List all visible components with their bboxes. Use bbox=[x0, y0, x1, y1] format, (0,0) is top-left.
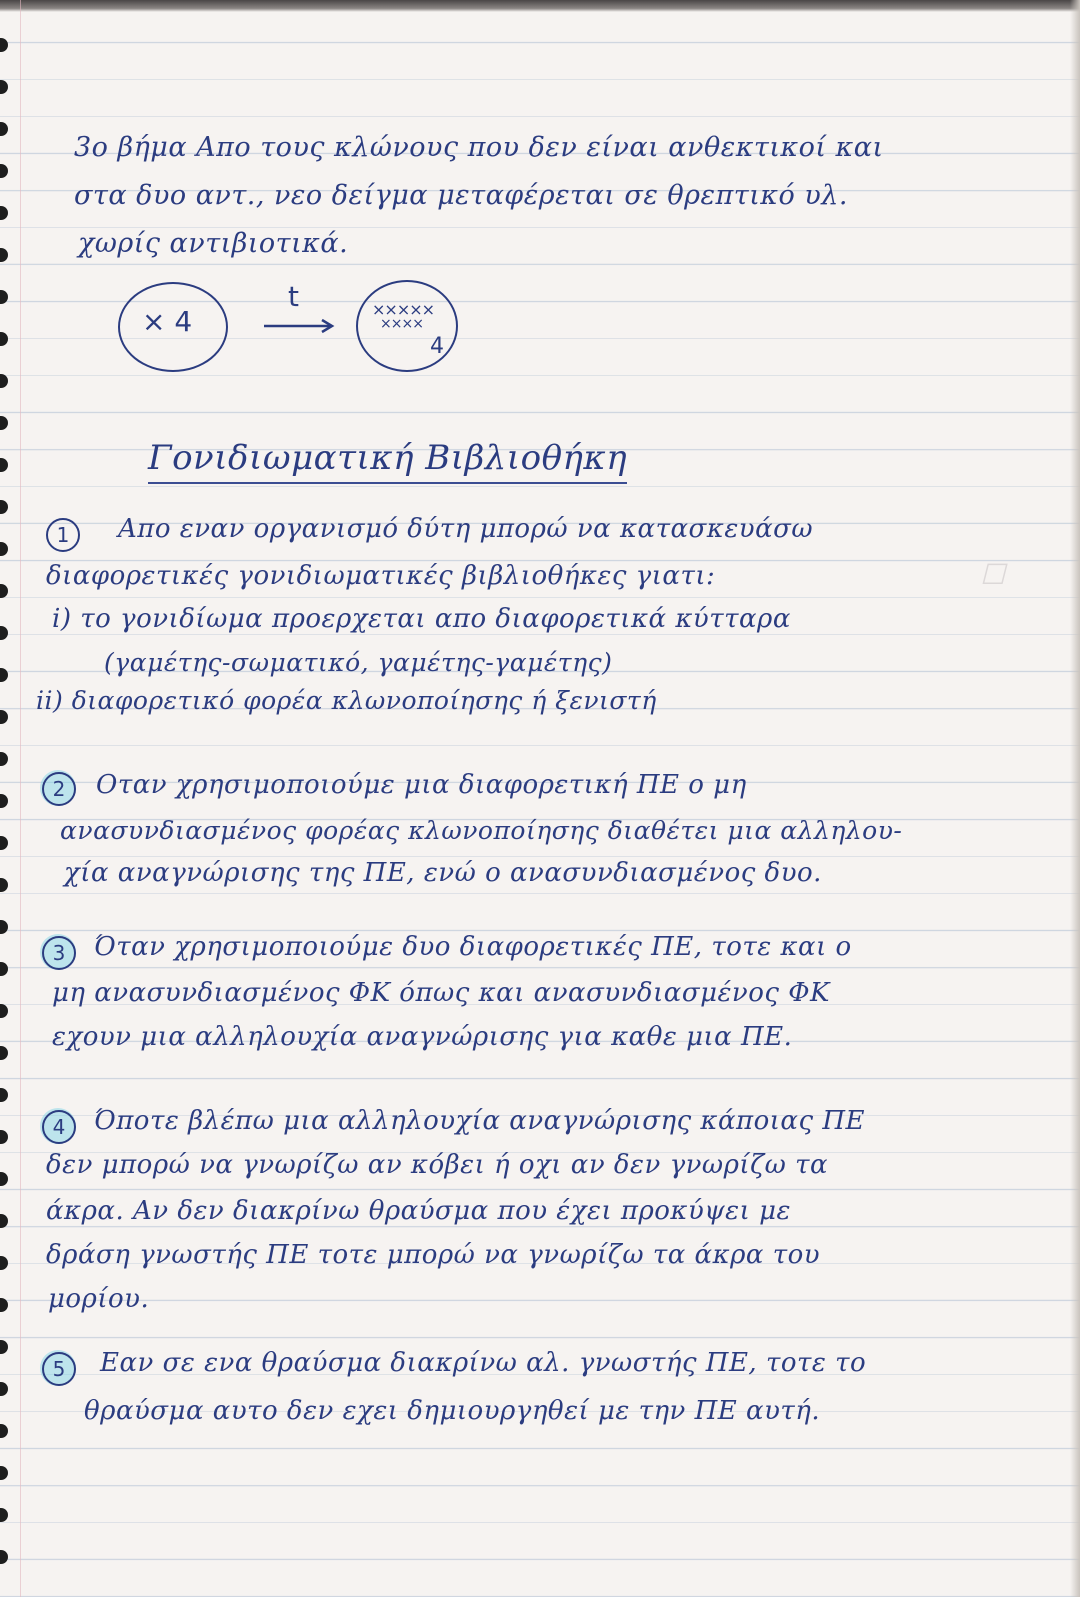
binding-hole bbox=[0, 1550, 8, 1564]
item-5-line: Εαν σε ενα θραύσμα διακρίνω αλ. γνωστής ΠΕ, τοτε το bbox=[100, 1348, 867, 1378]
binding-hole bbox=[0, 290, 8, 304]
binding-hole bbox=[0, 878, 8, 892]
binding-hole bbox=[0, 1298, 8, 1312]
binding-hole bbox=[0, 920, 8, 934]
step-line-3: χωρίς αντιβιοτικά. bbox=[78, 228, 349, 259]
binding-hole bbox=[0, 206, 8, 220]
binding-hole bbox=[0, 710, 8, 724]
binding-hole bbox=[0, 1424, 8, 1438]
colonies-row-2: ×××× bbox=[380, 316, 423, 332]
binding-hole bbox=[0, 1088, 8, 1102]
item-4-line: δεν μπορώ να γνωρίζω αν κόβει ή οχι αν δεν γνωρίζω τα bbox=[46, 1150, 829, 1180]
item-4-line: μορίου. bbox=[48, 1284, 150, 1314]
step-line-1: 3ο βήμα Απο τους κλώνους που δεν είναι ανθεκτικοί και bbox=[74, 132, 884, 163]
item-number-3: 3 bbox=[42, 936, 76, 970]
binding-hole bbox=[0, 458, 8, 472]
item-3-line: εχουν μια αλληλουχία αναγνώρισης για καθε μια ΠΕ. bbox=[52, 1022, 793, 1052]
binding-hole bbox=[0, 1340, 8, 1354]
item-2-line: χία αναγνώρισης της ΠΕ, ενώ ο ανασυνδιασμένος δυο. bbox=[64, 858, 822, 888]
binding-holes bbox=[0, 0, 14, 1597]
binding-hole bbox=[0, 1214, 8, 1228]
binding-hole bbox=[0, 542, 8, 556]
page-right-edge bbox=[1070, 0, 1080, 1597]
item-2-line: Οταν χρησιμοποιούμε μια διαφορετική ΠΕ ο μη bbox=[96, 770, 747, 800]
binding-hole bbox=[0, 668, 8, 682]
binding-hole bbox=[0, 794, 8, 808]
item-1-line: i) το γονιδίωμα προερχεται απο διαφορετικά κύτταρα bbox=[52, 604, 791, 634]
bleed-through-mark: ☐ bbox=[980, 558, 1006, 591]
binding-hole bbox=[0, 416, 8, 430]
item-number-1: 1 bbox=[46, 518, 80, 552]
item-3-line: Όταν χρησιμοποιούμε δυο διαφορετικές ΠΕ, τοτε και ο bbox=[94, 932, 852, 962]
page-top-edge bbox=[0, 0, 1080, 12]
binding-hole bbox=[0, 248, 8, 262]
binding-hole bbox=[0, 122, 8, 136]
time-arrow-label: t bbox=[288, 280, 299, 313]
colonies-row-1: ××××× bbox=[372, 300, 435, 319]
binding-hole bbox=[0, 1508, 8, 1522]
binding-hole bbox=[0, 500, 8, 514]
item-4-line: Όποτε βλέπω μια αλληλουχία αναγνώρισης κάποιας ΠΕ bbox=[94, 1106, 865, 1136]
step-line-2: στα δυο αντ., νεο δείγμα μεταφέρεται σε θρεπτικό υλ. bbox=[74, 180, 848, 211]
item-1-line: ii) διαφορετικό φορέα κλωνοποίησης ή ξενιστή bbox=[36, 686, 657, 715]
section-heading: Γονιδιωματική Βιβλιοθήκη bbox=[148, 438, 627, 484]
item-2-line: ανασυνδιασμένος φορέας κλωνοποίησης διαθέτει μια αλληλου- bbox=[60, 816, 903, 845]
binding-hole bbox=[0, 836, 8, 850]
item-number-4: 4 bbox=[42, 1110, 76, 1144]
item-3-line: μη ανασυνδιασμένος ΦΚ όπως και ανασυνδιασμένος ΦΚ bbox=[52, 978, 830, 1008]
item-1-line: διαφορετικές γονιδιωματικές βιβλιοθήκες γιατι: bbox=[46, 561, 716, 591]
binding-hole bbox=[0, 1046, 8, 1060]
binding-hole bbox=[0, 584, 8, 598]
item-4-line: άκρα. Αν δεν διακρίνω θραύσμα που έχει προκύψει με bbox=[46, 1196, 791, 1226]
binding-hole bbox=[0, 1004, 8, 1018]
petri-dish-left-label: × 4 bbox=[142, 305, 193, 338]
item-1-line: Απο εναν οργανισμό δύτη μπορώ να κατασκευάσω bbox=[118, 514, 814, 544]
binding-hole bbox=[0, 1172, 8, 1186]
petri-dish-right-label: 4 bbox=[430, 334, 444, 359]
time-arrow-icon bbox=[262, 318, 338, 334]
binding-hole bbox=[0, 332, 8, 346]
binding-hole bbox=[0, 1382, 8, 1396]
binding-hole bbox=[0, 374, 8, 388]
binding-hole bbox=[0, 962, 8, 976]
binding-hole bbox=[0, 1130, 8, 1144]
margin-line bbox=[20, 0, 21, 1597]
binding-hole bbox=[0, 626, 8, 640]
item-1-line: (γαμέτης-σωματικό, γαμέτης-γαμέτης) bbox=[104, 648, 613, 677]
binding-hole bbox=[0, 752, 8, 766]
item-5-line: θραύσμα αυτο δεν εχει δημιουργηθεί με την ΠΕ αυτή. bbox=[84, 1396, 821, 1426]
binding-hole bbox=[0, 164, 8, 178]
item-number-2: 2 bbox=[42, 772, 76, 806]
item-4-line: δράση γνωστής ΠΕ τοτε μπορώ να γνωρίζω τα άκρα του bbox=[46, 1240, 821, 1270]
binding-hole bbox=[0, 80, 8, 94]
item-number-5: 5 bbox=[42, 1352, 76, 1386]
binding-hole bbox=[0, 1466, 8, 1480]
binding-hole bbox=[0, 38, 8, 52]
binding-hole bbox=[0, 1256, 8, 1270]
